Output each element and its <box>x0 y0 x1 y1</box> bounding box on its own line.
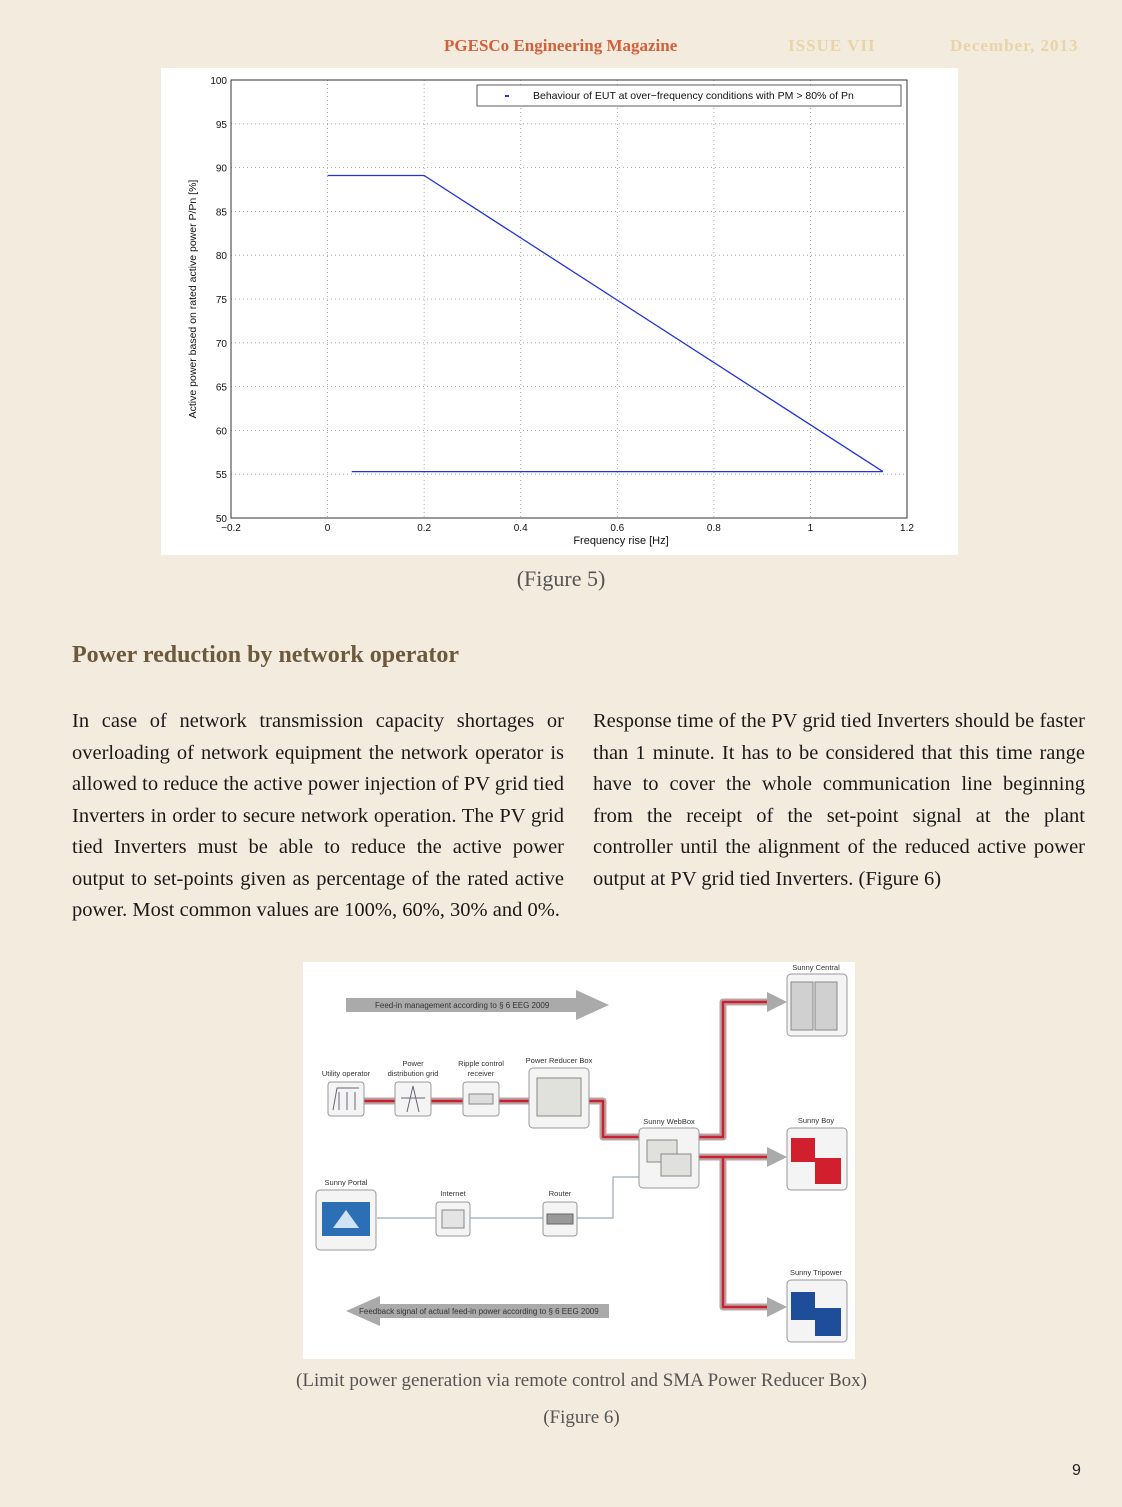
central-label: Sunny Central <box>792 963 840 972</box>
x-tick-label: 1.2 <box>900 523 914 534</box>
chart-grid <box>231 80 907 518</box>
feedback-arrow <box>346 1296 609 1326</box>
feed-in-arrow <box>346 990 609 1020</box>
y-tick-label: 95 <box>215 119 227 131</box>
section-title: Power reduction by network operator <box>72 642 460 668</box>
internet-label: Internet <box>440 1189 466 1198</box>
boy-label: Sunny Boy <box>797 1116 835 1125</box>
power-lines <box>361 992 787 1317</box>
x-tick-label: 0.2 <box>417 523 432 534</box>
figure-5-chart <box>161 68 958 555</box>
power-reducer-box-device <box>526 1056 593 1128</box>
sunny-tripower-device <box>787 1268 847 1342</box>
x-tick-label: −0.2 <box>221 523 241 534</box>
y-axis-label: Active power based on rated active power P/Pn [%] <box>187 179 199 419</box>
y-tick-label: 75 <box>215 295 227 306</box>
ripple-label-1: Ripple control <box>458 1059 504 1068</box>
y-tick-label: 60 <box>215 426 227 438</box>
issue-date: December, 2013 <box>950 36 1079 55</box>
feedback-label: Feedback signal of actual feed-in power according to § 6 EEG 2009 <box>359 1307 599 1316</box>
y-tick-label: 90 <box>215 163 227 175</box>
x-axis-label: Frequency rise [Hz] <box>573 535 669 547</box>
x-tick-label: 0.8 <box>706 523 721 534</box>
plot-frame <box>231 80 907 518</box>
body-text-right: Response time of the PV grid tied Inverters should be faster than 1 minute. It has to be considered that this time range have to cover the whole communication line beginning from the receipt of the set-point signal at the plant controller until the alignment of the reduced active power output at PV grid tied Inverters. (Figure 6) <box>593 710 1085 890</box>
y-tick-label: 85 <box>215 207 227 219</box>
power-grid-label-1: Power <box>402 1059 424 1068</box>
utility-operator-device <box>322 1069 371 1116</box>
figure-6-caption: (Limit power generation via remote control and SMA Power Reducer Box) <box>296 1370 867 1391</box>
power-grid-device <box>388 1059 439 1116</box>
y-tick-label: 80 <box>215 251 227 263</box>
figure-5-caption: (Figure 5) <box>516 566 606 591</box>
chart-legend <box>477 85 901 106</box>
y-tick-label: 100 <box>210 76 227 87</box>
feed-in-label: Feed-in management according to § 6 EEG 2009 <box>375 1001 550 1010</box>
ripple-label-2: receiver <box>467 1069 495 1078</box>
y-tick-label: 65 <box>215 382 227 394</box>
page-number: 9 <box>1072 1462 1081 1479</box>
y-tick-label: 70 <box>215 338 227 350</box>
y-tick-label: 50 <box>215 514 227 525</box>
sunny-webbox-device <box>639 1117 699 1188</box>
internet-device <box>436 1189 470 1236</box>
chart-svg <box>161 68 958 555</box>
diagram-svg <box>303 962 855 1359</box>
x-tick-label: 1 <box>807 523 814 534</box>
chart-series <box>328 176 883 472</box>
x-tick-label: 0 <box>324 523 331 534</box>
series-line <box>328 176 883 472</box>
issue-label: ISSUE VII <box>788 36 876 55</box>
y-tick-label: 55 <box>215 470 227 482</box>
sunny-portal-device <box>316 1178 376 1250</box>
sunny-boy-device <box>787 1116 847 1190</box>
x-tick-label: 0.6 <box>610 523 625 534</box>
reducer-label: Power Reducer Box <box>525 1056 593 1065</box>
router-device <box>543 1189 577 1236</box>
figure-6-label: (Figure 6) <box>543 1407 620 1428</box>
figure-6-diagram <box>303 962 855 1359</box>
legend-text: Behaviour of EUT at over−frequency conditions with PM > 80% of Pn <box>533 90 854 102</box>
power-grid-label-2: distribution grid <box>387 1069 439 1078</box>
router-label: Router <box>548 1189 572 1198</box>
comm-line <box>377 1177 639 1218</box>
sunny-central-device <box>787 963 847 1036</box>
ripple-receiver-device <box>458 1059 504 1116</box>
body-text-left: In case of network transmission capacity shortages or overloading of network equipment the network operator is allowed to reduce the active power injection of PV grid tied Inverters in order to secure network operation. The PV grid tied Inverters must be able to reduce the active power output to set-points given as percentage of the rated active power. Most common values are 100%, 60%, 30% and 0%. <box>72 710 564 921</box>
x-tick-label: 0.4 <box>513 523 528 534</box>
utility-operator-label: Utility operator <box>321 1069 371 1078</box>
magazine-title: PGESCo Engineering Magazine <box>444 36 678 55</box>
portal-label: Sunny Portal <box>324 1178 368 1187</box>
chart-ticks <box>210 76 914 534</box>
tripower-label: Sunny Tripower <box>789 1268 843 1277</box>
webbox-label: Sunny WebBox <box>643 1117 695 1126</box>
